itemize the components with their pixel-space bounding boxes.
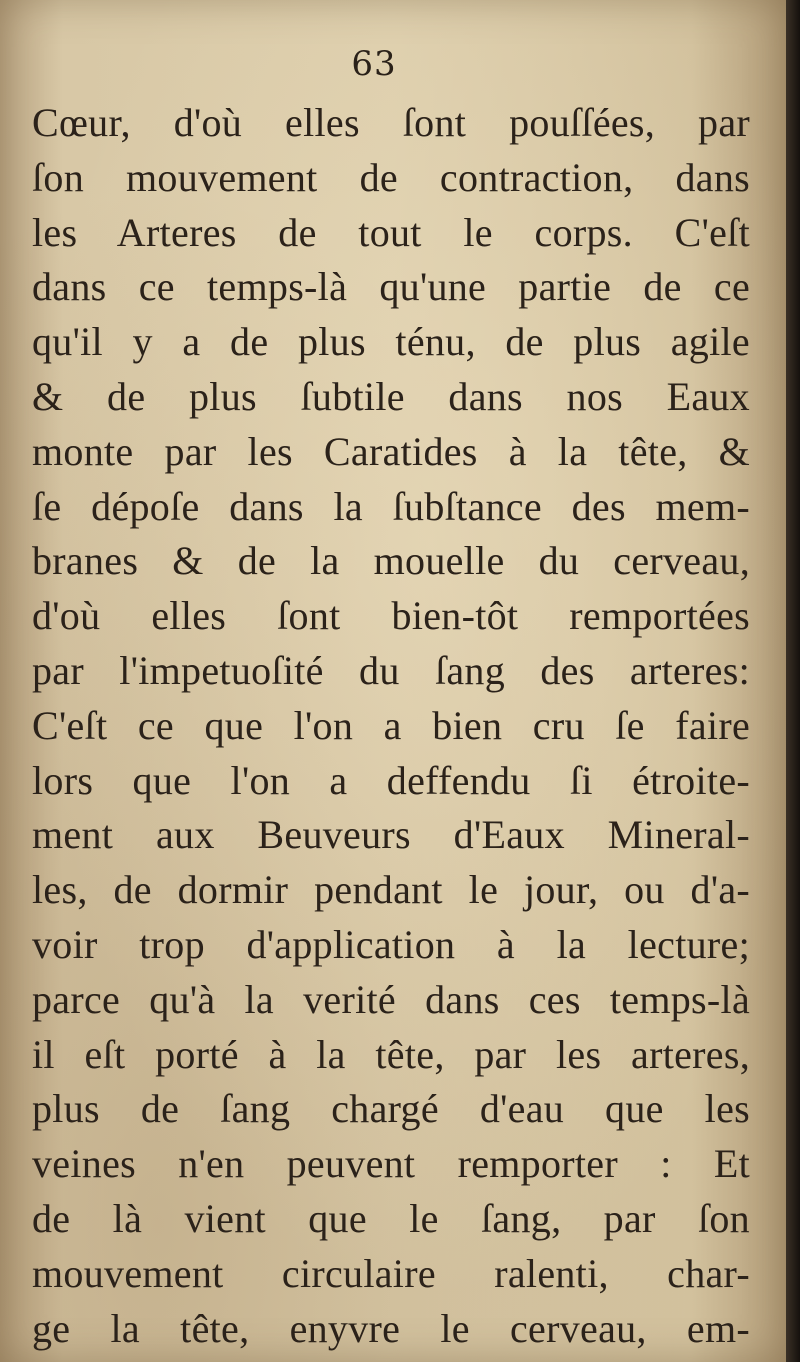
text-line: & de plus ſubtile dans nos Eaux — [32, 373, 750, 419]
text-line: mouvement circulaire ralenti, char- — [32, 1250, 750, 1296]
text-line: d'où elles ſont bien-tôt remportées — [32, 593, 750, 639]
text-line: C'eſt ce que l'on a bien cru ſe faire — [32, 702, 750, 748]
text-line: voir trop d'application à la lecture; — [32, 921, 750, 967]
text-line: monte par les Caratides à la tête, & — [32, 428, 750, 474]
text-line: plus de ſang chargé d'eau que les — [32, 1086, 750, 1132]
text-line: veines n'en peuvent remporter : Et — [32, 1141, 750, 1187]
text-line: ment aux Beuveurs d'Eaux Mineral- — [32, 812, 750, 858]
text-line: par l'impetuoſité du ſang des arteres: — [32, 647, 750, 693]
page-number: 63 — [351, 44, 397, 84]
text-line: il eſt porté à la tête, par les arteres, — [32, 1031, 750, 1077]
text-line: lors que l'on a deffendu ſi étroite- — [32, 757, 750, 803]
text-line: parce qu'à la verité dans ces temps-là — [32, 976, 750, 1022]
page-edge-shadow — [786, 0, 800, 1362]
text-line: de là vient que le ſang, par ſon — [32, 1195, 750, 1241]
text-line: dans ce temps-là qu'une partie de ce — [32, 264, 750, 310]
body-text — [32, 96, 750, 1356]
text-line: ge la tête, enyvre le cerveau, em- — [32, 1305, 750, 1351]
text-line: ſe dépoſe dans la ſubſtance des mem- — [32, 483, 750, 529]
text-line: les Arteres de tout le corps. C'eſt — [32, 209, 750, 255]
text-line: ſon mouvement de contraction, dans — [32, 154, 750, 200]
text-line: qu'il y a de plus ténu, de plus agile — [32, 319, 750, 365]
text-line: Cœur, d'où elles ſont pouſſées, par — [32, 100, 750, 145]
text-line: branes & de la mouelle du cerveau, — [32, 538, 750, 584]
text-line: les, de dormir pendant le jour, ou d'a- — [32, 867, 750, 913]
